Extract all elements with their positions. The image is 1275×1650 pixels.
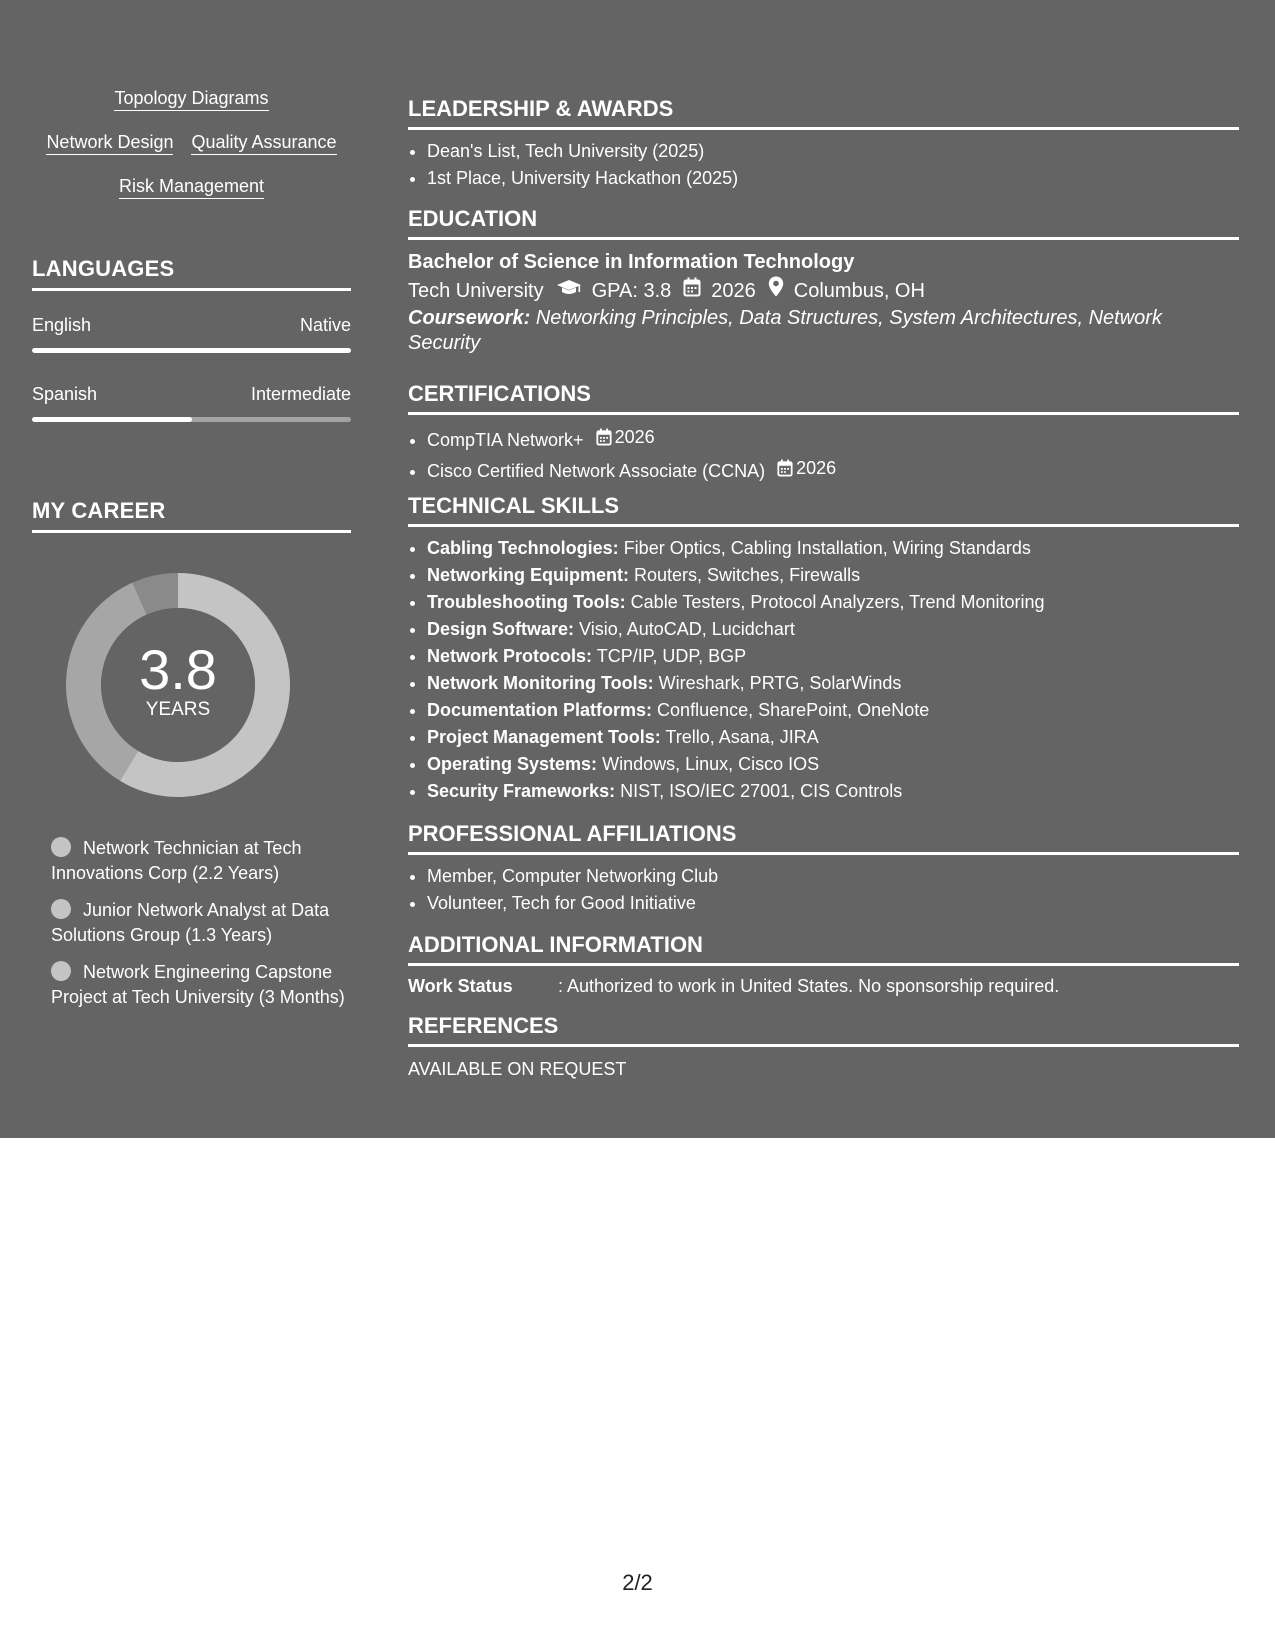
section-heading: LEADERSHIP & AWARDS — [408, 95, 1239, 130]
list-item — [427, 616, 1239, 643]
section-heading: ADDITIONAL INFORMATION — [408, 931, 1239, 966]
skill-label: Project Management Tools: — [427, 727, 661, 747]
affiliations-section — [408, 820, 1239, 917]
additional-info-section — [408, 931, 1239, 998]
career-legend — [51, 836, 351, 1022]
technical-skills-section — [408, 492, 1239, 805]
language-bar-fill — [32, 348, 351, 353]
list-item — [427, 697, 1239, 724]
language-level: Native — [299, 315, 351, 335]
graduation-cap-icon — [556, 276, 582, 306]
education-location: Columbus, OH — [793, 280, 925, 302]
skill-value: Routers, Switches, Firewalls — [634, 565, 861, 585]
skill-value: Confluence, SharePoint, OneNote — [657, 700, 930, 720]
skill-tag-row — [32, 130, 351, 155]
technical-skills-list — [408, 535, 1239, 805]
coursework-text: Networking Principles, Data Structures, System Architectures, Network Security — [408, 307, 1162, 354]
skill-tag: Network Design — [46, 130, 173, 155]
language-bar — [32, 417, 351, 422]
coursework — [408, 306, 1239, 356]
list-item: • Dean's List, Tech University (2025) — [427, 138, 1239, 165]
career-donut-center — [66, 573, 290, 797]
career-legend-label: Network Engineering Capstone Project at Tech University (3 Months) — [51, 962, 345, 1007]
list-item — [427, 535, 1239, 562]
skill-value: Cable Testers, Protocol Analyzers, Trend Monitoring — [630, 592, 1045, 612]
map-pin-icon — [768, 276, 784, 306]
list-item: • Volunteer, Tech for Good Initiative — [427, 890, 1239, 917]
section-heading: CERTIFICATIONS — [408, 380, 1239, 415]
degree-title: Bachelor of Science in Information Technology — [408, 251, 855, 273]
list-item — [427, 670, 1239, 697]
school-name: Tech University — [408, 280, 544, 302]
career-legend-item — [51, 836, 351, 886]
language-item — [32, 383, 351, 422]
skill-value: Windows, Linux, Cisco IOS — [602, 754, 820, 774]
calendar-icon — [777, 459, 793, 477]
list-item — [427, 724, 1239, 751]
skill-label: Cabling Technologies: — [427, 538, 619, 558]
section-heading: TECHNICAL SKILLS — [408, 492, 1239, 527]
list-item — [427, 751, 1239, 778]
skill-label: Network Monitoring Tools: — [427, 673, 654, 693]
skill-label: Security Frameworks: — [427, 781, 616, 801]
languages-heading: LANGUAGES — [32, 256, 351, 291]
gpa: GPA: 3.8 — [591, 280, 672, 302]
graduation-year: 2026 — [711, 280, 756, 302]
education-meta — [408, 276, 1239, 306]
certification-name: Cisco Certified Network Associate (CCNA) — [427, 461, 766, 481]
language-level: Intermediate — [250, 384, 351, 404]
leadership-list — [408, 138, 1239, 192]
skill-value: TCP/IP, UDP, BGP — [596, 646, 747, 666]
career-legend-item — [51, 960, 351, 1010]
list-item — [427, 778, 1239, 805]
calendar-icon — [683, 276, 701, 306]
skill-value: Visio, AutoCAD, Lucidchart — [579, 619, 795, 639]
legend-dot — [51, 899, 71, 919]
page-number: 2/2 — [622, 1570, 653, 1595]
skill-tag-row — [32, 174, 351, 199]
affiliations-list — [408, 863, 1239, 917]
calendar-icon — [596, 428, 612, 446]
list-item — [427, 454, 1239, 485]
language-item — [32, 314, 351, 353]
language-bar — [32, 348, 351, 353]
skill-label: Network Protocols: — [427, 646, 593, 666]
references-text: AVAILABLE ON REQUEST — [408, 1059, 627, 1079]
skill-tags — [32, 86, 351, 218]
coursework-label: Coursework: — [408, 307, 531, 329]
career-legend-label: Network Technician at Tech Innovations Corp (2.2 Years) — [51, 838, 302, 883]
skill-label: Troubleshooting Tools: — [427, 592, 626, 612]
section-heading: EDUCATION — [408, 205, 1239, 240]
certification-date — [765, 454, 836, 482]
list-item — [427, 643, 1239, 670]
references-section — [408, 1012, 1239, 1081]
certification-name: CompTIA Network+ — [427, 430, 584, 450]
skill-tag-row — [32, 86, 351, 111]
career-donut-chart — [66, 573, 290, 797]
skill-label: Networking Equipment: — [427, 565, 629, 585]
section-heading: REFERENCES — [408, 1012, 1239, 1047]
list-item — [427, 423, 1239, 454]
certification-year: 2026 — [614, 427, 655, 447]
skill-value: Wireshark, PRTG, SolarWinds — [658, 673, 902, 693]
certification-date — [584, 423, 655, 451]
skill-value: Trello, Asana, JIRA — [665, 727, 819, 747]
language-name: Spanish — [32, 384, 98, 404]
legend-dot — [51, 837, 71, 857]
language-name: English — [32, 315, 92, 335]
skill-value: Fiber Optics, Cabling Installation, Wiring Standards — [623, 538, 1031, 558]
education-section — [408, 205, 1239, 356]
work-status-label: Work Status — [408, 976, 513, 996]
work-status-row — [408, 974, 1239, 998]
career-heading: MY CAREER — [32, 498, 351, 533]
skill-tag: Quality Assurance — [191, 130, 336, 155]
certifications-section — [408, 380, 1239, 485]
legend-dot — [51, 961, 71, 981]
work-status-value: : Authorized to work in United States. No sponsorship required. — [558, 976, 1060, 996]
skill-label: Documentation Platforms: — [427, 700, 653, 720]
section-heading: PROFESSIONAL AFFILIATIONS — [408, 820, 1239, 855]
certifications-list — [408, 423, 1239, 485]
skill-label: Operating Systems: — [427, 754, 598, 774]
list-item — [427, 589, 1239, 616]
career-total-unit: YEARS — [145, 699, 211, 720]
skill-tag: Risk Management — [119, 174, 264, 199]
certification-year: 2026 — [796, 458, 837, 478]
career-total-value: 3.8 — [139, 638, 217, 701]
list-item: • 1st Place, University Hackathon (2025) — [427, 165, 1239, 192]
career-legend-label: Junior Network Analyst at Data Solutions Group (1.3 Years) — [51, 900, 330, 945]
skill-tag: Topology Diagrams — [114, 86, 268, 111]
skill-value: NIST, ISO/IEC 27001, CIS Controls — [620, 781, 903, 801]
language-bar-fill — [32, 417, 192, 422]
list-item: • Member, Computer Networking Club — [427, 863, 1239, 890]
skill-label: Design Software: — [427, 619, 575, 639]
career-legend-item — [51, 898, 351, 948]
list-item — [427, 562, 1239, 589]
leadership-section — [408, 95, 1239, 192]
